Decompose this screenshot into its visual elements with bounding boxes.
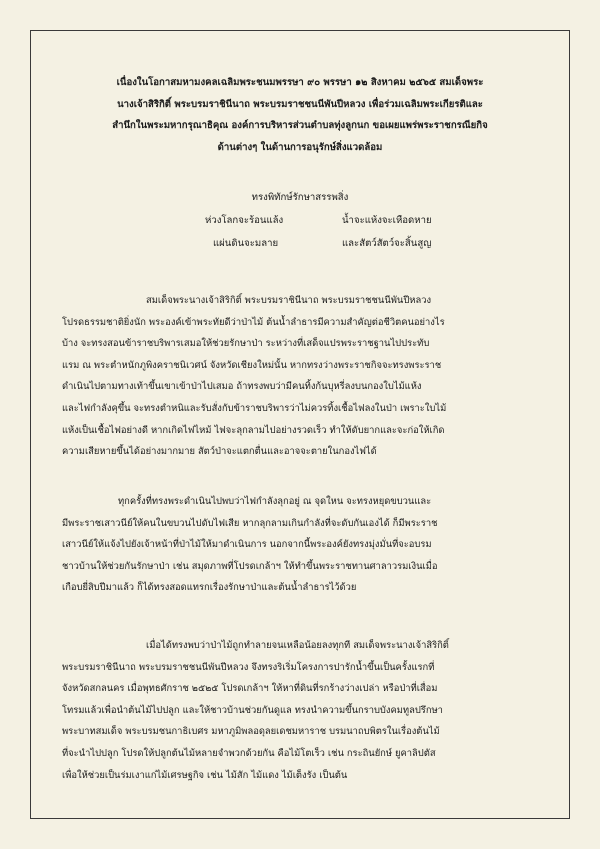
title-line: เนื่องในโอกาสมหามงคลเฉลิมพระชนมพรรษา ๙๐ พรรษา ๑๒ สิงหาคม ๒๕๖๕ สมเด็จพระ [116, 77, 484, 88]
paragraph-line: ชาวบ้านให้ช่วยกันรักษาป่า เช่น สมุดภาพที่โปรดเกล้าฯ ให้ทำขึ้นพระราชทานศาลาวรมเงินเมื่อ [62, 560, 438, 572]
paragraph-line: และไฟกำลังคุขึ้น จะทรงตำหนิและรับสั่งกับข้าราชบริพารว่าไม่ควรทิ้งเชื้อไฟลงในป่า เพราะใบไม้ [62, 402, 447, 414]
poem-row [0, 232, 600, 255]
paragraph-line: สมเด็จพระนางเจ้าสิริกิติ์ พระบรมราชินีนาถ พระบรมราชชนนีพันปีหลวง [146, 295, 432, 306]
poem-verse-right: และสัตว์สัตว์จะสิ้นสูญ [342, 238, 432, 249]
poem-verse-left: ห่วงโลกจะร้อนแล้ง [205, 215, 284, 226]
paragraph-line: ทุกครั้งที่ทรงพระดำเนินไปพบว่าไฟกำลังลุกอยู่ ณ จุดใหน จะทรงหยุดขบวนและ [118, 496, 432, 507]
paragraph-line: โปรดธรรมชาติยิ่งนัก พระองค์เข้าพระทัยดีว่าป่าไม้ ต้นน้ำลำธารมีความสำคัญต่อชีวิตคนอย่างไร [62, 316, 445, 328]
title-line: สำนึกในพระมหากรุณาธิคุณ องค์การบริหารส่วนตำบลทุ่งลูกนก ขอเผยแพร่พระราชกรณียกิจ [112, 120, 488, 131]
paragraph-line: เมื่อได้ทรงพบว่าป่าไม้ถูกทำลายจนเหลือน้อยลงทุกที สมเด็จพระนางเจ้าสิริกิติ์ [146, 640, 449, 651]
paragraph-line: มีพระราชเสาวนีย์ให้คนในขบวนไปดับไฟเสีย หากลุกลามเกินกำลังที่จะดับกันเองได้ ก็มีพระราช [62, 517, 438, 529]
title-line: นางเจ้าสิริกิติ์ พระบรมราชินีนาถ พระบรมราชชนนีพันปีหลวง เพื่อร่วมเฉลิมพระเกียรติและ [117, 98, 483, 110]
document-title [48, 72, 552, 158]
paragraph-line: ดำเนินไปตามทางเท้าขึ้นเขาเข้าป่าไปเสมอ ถ้าทรงพบว่ามีคนทิ้งก้นบุหรี่ลงบนกองใบไม้แห้ง [62, 381, 422, 393]
paragraph-line: แห้งเป็นเชื้อไฟอย่างดี หากเกิดไฟไหม้ ไฟจะลุกลามไปอย่างรวดเร็ว ทำให้ดับยากและจะก่อให้เกิด [62, 424, 445, 436]
paragraph-2 [62, 491, 540, 599]
paragraph-line: ที่จะนำไปปลูก โปรดให้ปลูกต้นไม้หลายจำพวกด้วยกัน คือไม้โตเร็ว เช่น กระถินยักษ์ ยูคาลิปตัส [62, 747, 436, 759]
paragraph-line: ความเสียหายขึ้นได้อย่างมากมาย สัตว์ป่าจะแตกตื่นและอาจจะตายในกองไฟได้ [62, 446, 377, 458]
paragraph-line: เพื่อให้ช่วยเป็นร่มเงาแก่ไม้เศรษฐกิจ เช่น ไม้สัก ไม้แดง ไม้เต็งรัง เป็นต้น [62, 769, 348, 781]
paragraph-line: บ้าง จะทรงสอนข้าราชบริพารเสมอให้ช่วยรักษาป่า ระหว่างที่เสด็จแปรพระราชฐานไปประทับ [62, 338, 430, 350]
paragraph-line: พระบาทสมเด็จ พระบรมชนกาธิเบศร มหาภูมิพลอดุลยเดชมหาราช บรมนาถบพิตรในเรื่องต้นไม้ [62, 726, 440, 738]
paragraph-1 [62, 290, 540, 463]
paragraph-line: โทรมแล้วเพื่อนำต้นไม้ไปปลูก และให้ชาวบ้านช่วยกันดูแล ทรงนำความขึ้นกราบบังคมทูลปรึกษา [62, 704, 443, 716]
poem-heading: ทรงพิทักษ์รักษาสรรพสิ่ง [251, 192, 349, 203]
title-line: ด้านต่างๆ ในด้านการอนุรักษ์สิ่งแวดล้อม [217, 141, 383, 153]
paragraph-line: แรม ณ พระตำหนักภูพิงคราชนิเวศน์ จังหวัดเชียงใหม่นั้น หากทรงว่างพระราชกิจจะทรงพระราช [62, 359, 442, 371]
paragraph-line: จังหวัดสกลนคร เมื่อพุทธศักราช ๒๕๒๕ โปรดเกล้าฯ ให้หาที่ดินที่รกร้างว่างเปล่า หรือป่าที่เสื่อม [62, 683, 438, 695]
poem-row [0, 209, 600, 232]
paragraph-line: พระบรมราชินีนาถ พระบรมราชชนนีพันปีหลวง จึงทรงริเริ่มโครงการปารักน้ำขึ้นเป็นครั้งแรกที่ [62, 661, 435, 673]
paragraph-3 [62, 635, 540, 786]
paragraph-line: เสาวนีย์ให้แจ้งไปยังเจ้าหน้าที่ป่าไม้ให้มาดำเนินการ นอกจากนี้พระองค์ยังทรงมุ่งมั่นที่จะอบรม [62, 539, 432, 551]
poem-verse-right: น้ำจะแห้งจะเหือดหาย [342, 215, 432, 226]
poem-verse-left: แผ่นดินจะมลาย [213, 238, 279, 249]
paragraph-line: เกือบยี่สิบปีมาแล้ว ก็ได้ทรงสอดแทรกเรื่องรักษาป่าและต้นน้ำลำธารไว้ด้วย [62, 582, 357, 594]
poem-block [0, 186, 600, 255]
